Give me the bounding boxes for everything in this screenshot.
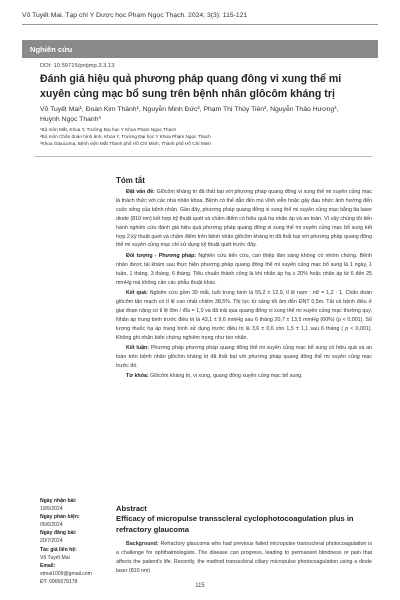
en-background-paragraph	[116, 540, 372, 576]
affiliation-3: ³Khoa Glaucoma, Bệnh viện Mắt Thành phố Hồ Chí Minh, Thành phố Hồ Chí Minh	[40, 141, 212, 146]
phone-number: ĐT: 0965679178	[40, 578, 78, 585]
vn-methods-text: Nghiên cứu tiến cứu, can thiệp lâm sàng không có nhóm chứng. Bệnh nhân được tái khám sau thực hiện phương pháp quang đông thể mi xuyên củng mạc bổ sung là 1 ngày, 1 tuần, 1 tháng, 3 tháng, 6 tháng. Tiêu chuẩn thành công là khi nhãn áp hạ ≥ 20% hoặc nhãn áp từ 6 đến 25 mmHg mà không cần các phẫu thuật khác.	[116, 252, 372, 286]
en-article-title: Efficacy of micropulse transscleral cyclophotocoagulation plus in refractory glaucoma	[116, 514, 354, 534]
doi-line: DOI: 10.59715/pntjmp.3.3.13	[40, 63, 115, 69]
page-number: 115	[195, 583, 205, 589]
vn-abstract-heading: Tóm tắt	[116, 176, 145, 185]
article-info-sidebar	[40, 497, 108, 586]
vn-results-text: Nghiên cứu gồm 39 mắt, tuổi trung bình là 55,2 ± 12,9, tỉ lệ nam : nữ = 1,2 : 1. Chẩn đoán glôcôm tân mạch có tỉ lệ cao nhất chiếm 38,5%. Thị lực từ sáng tối âm đến ĐNT 0,5m. Tất cả bệnh điều ở giai đoạn nặng có tỉ lệ lõm / đĩa = 1,0 và đã trải qua quang đông vi xung thể mi xuyên củng mạc thường quy. Nhãn áp trung bình trước điều trị là 43,1 ± 9,6 mmHg sau 6 tháng 20,7 ± 13,5 mmHg (60%) (p < 0,001). Số lượng thuốc hạ áp trung bình sử dụng trước điều trị là 3,6 ± 0,6 còn 1,5 ± 1,1 sau 6 tháng ( p < 0,001). Không ghi nhận biến chứng nghiêm trọng như teo nhãn.	[116, 289, 372, 341]
vn-conclusion-paragraph	[116, 344, 372, 371]
published-label: Ngày đăng bài:	[40, 530, 77, 537]
vn-keywords-label: Từ khóa:	[126, 373, 149, 380]
vn-methods-paragraph	[116, 252, 372, 288]
vn-keywords-text: Glôcôm kháng trị, vi xung, quang đông xuyên củng mạc bổ sung.	[150, 373, 303, 380]
vn-background-label: Đặt vấn đề:	[126, 189, 155, 195]
authors-line-1: Võ Tuyết Mai¹, Đoàn Kim Thành¹, Nguyễn Minh Đức², Phạm Thị Thủy Tiên³, Nguyễn Thảo Hương³,	[40, 106, 339, 113]
section-label: Nghiên cứu	[22, 40, 378, 58]
vn-methods-label: Đối tượng - Phương pháp:	[126, 252, 197, 259]
affiliation-2: ²Bộ môn Chẩn đoán hình ảnh, Khoa Y, Trường Đại học Y Khoa Phạm Ngọc Thạch	[40, 134, 211, 139]
section-divider	[34, 156, 372, 157]
vn-conclusion-label: Kết luận:	[126, 344, 150, 351]
reviewed-date: 05/6/2024	[40, 522, 63, 529]
affiliations	[40, 126, 370, 147]
header-rule	[22, 24, 378, 25]
en-abstract-heading: Abstract	[116, 504, 147, 513]
article-title: Đánh giá hiệu quả phương pháp quang đông vi xung thể mi xuyên củng mạc bổ sung trên bệnh nhân glôcôm kháng trị	[40, 73, 342, 100]
received-label: Ngày nhận bài:	[40, 498, 77, 504]
corresponding-author-label: Tác giả liên hệ:	[40, 546, 77, 553]
en-abstract-body	[116, 540, 372, 576]
vn-conclusion-text: Phương pháp phương pháp quang đông thể mi xuyên củng mạc bổ sung có hiệu quả và an toàn trên bệnh nhân glôcôm kháng trị đã thất bại với phương pháp quang đông thể mi xuyên củng mạc trước đó.	[116, 344, 372, 369]
vn-results-label: Kết quả:	[126, 289, 148, 296]
en-background-text: Refractory glaucoma who had previous failed micropulse transscleral photocoagulation is a challenge for ophthalmologists. The disease can progress, leading to permanent blindness or pain that affects the patient's life. Recently, the method transscleral ciliary micropulse photocoagulation using a diode laser (810 nm)	[116, 541, 372, 574]
vn-results-paragraph	[116, 289, 372, 342]
published-date: 20/7/2024	[40, 538, 63, 545]
vn-keywords-paragraph	[116, 372, 372, 381]
vn-background-text: Glôcôm kháng trị đã thất bại với phương pháp quang đông vi xung thể mi xuyên củng mạc là thách thức với các nhà nhãn khoa. Bệnh có thể dẫn đến mù vĩnh viễn hoặc gây đau nhức ảnh hưởng đến cuộc sống của bệnh nhân. Gần đây, phương pháp quang đông vi xung thể mi xuyên củng mạc bằng tia laser diode (810 nm) kết hợp kỹ thuật quét và chấm điểm có hiệu quả hạ nhãn áp và an toàn. Vì vậy chúng tôi tiến hành nghiên cứu đánh giá hiệu quả phương pháp quang đông vi xung thể mi xuyên củng mạc bổ sung kết hợp 2 kỹ thuật quét và chấm điểm trên bệnh nhân glôcôm kháng trị đã thất bại với phương pháp quang đông thể mi xuyên củng mạc chỉ sử dụng kỹ thuật quét trước đây.	[116, 189, 372, 249]
authors-line-2: Huỳnh Ngọc Thanh³	[40, 116, 101, 123]
journal-citation: Võ Tuyết Mai. Tạp chí Y Dược học Phạm Ngọc Thạch. 2024; 3(3): 115-121	[22, 12, 248, 19]
email-label: Email:	[40, 562, 56, 569]
corresponding-author: Võ Tuyết Mai	[40, 554, 70, 561]
vn-abstract-body	[116, 188, 372, 383]
author-list	[40, 105, 380, 125]
affiliation-1: ¹Bộ môn Mắt, Khoa Y, Trường Đại học Y Khoa Phạm Ngọc Thạch	[40, 127, 177, 132]
vn-background-paragraph	[116, 188, 372, 250]
received-date: 19/5/2024	[40, 506, 63, 513]
email-address[interactable]: vtmai1009@gmail.com	[40, 570, 92, 577]
reviewed-label: Ngày phản biện:	[40, 514, 80, 521]
en-background-label: Background:	[126, 541, 159, 547]
